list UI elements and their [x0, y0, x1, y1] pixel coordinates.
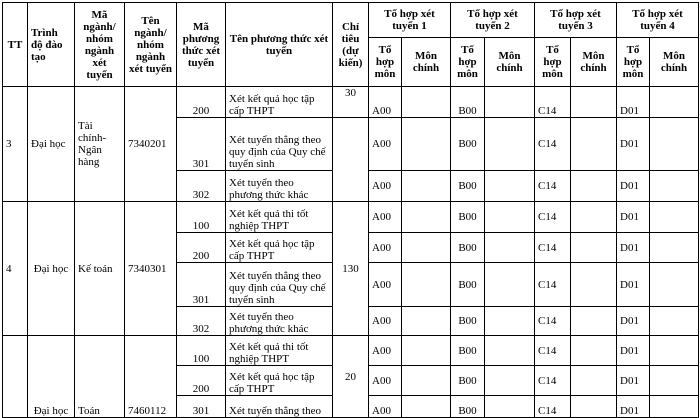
cell-mc2 — [485, 263, 535, 307]
cell-ma-pt: 302 — [177, 307, 226, 336]
cell-th4: D01 — [617, 87, 650, 118]
cell-th4: D01 — [617, 202, 650, 233]
cell-ten-pt: Xét tuyển thẳng theo quy định của Quy chế tuyển sinh — [226, 263, 333, 307]
cell-tt: 3 — [3, 87, 28, 202]
cell-ten-nganh: Kế toán — [75, 202, 125, 336]
cell-th1: A00 — [369, 366, 402, 396]
cell-chi-tieu: 20 — [333, 336, 369, 418]
cell-mc3 — [571, 171, 617, 202]
cell-th1: A00 — [369, 202, 402, 233]
cell-ma-pt: 302 — [177, 171, 226, 202]
cell-ma-pt: 200 — [177, 366, 226, 396]
cell-th4: D01 — [617, 118, 650, 171]
cell-mc3 — [571, 202, 617, 233]
cell-th3: C14 — [535, 263, 571, 307]
cell-trinh-do: Đại học — [28, 202, 75, 336]
cell-ten-pt: Xét kết quả học tập cấp THPT — [226, 87, 333, 118]
cell-th4: D01 — [617, 336, 650, 366]
cell-mc3 — [571, 307, 617, 336]
cell-th4: D01 — [617, 263, 650, 307]
subheader-mon-chinh: Môn chính — [571, 38, 617, 87]
cell-trinh-do: Đại học — [28, 87, 75, 202]
cell-mc1 — [402, 336, 451, 366]
cell-mc4 — [650, 307, 699, 336]
cell-th1: A00 — [369, 171, 402, 202]
cell-ma-nganh: 7340301 — [125, 202, 177, 336]
header-ma-nganh: Mã ngành/ nhóm ngành xét tuyển — [75, 3, 125, 87]
cell-mc1 — [402, 307, 451, 336]
header-tt: TT — [3, 3, 28, 87]
cell-th3: C14 — [535, 233, 571, 263]
cell-ten-nganh: Toán — [75, 336, 125, 418]
header-to-hop-1: Tổ hợp xét tuyển 1 — [369, 3, 451, 38]
header-to-hop-3: Tổ hợp xét tuyển 3 — [535, 3, 617, 38]
cell-th1: A00 — [369, 233, 402, 263]
cell-tt: 4 — [3, 202, 28, 336]
table-row — [3, 202, 699, 233]
cell-ma-pt: 100 — [177, 336, 226, 366]
cell-th4: D01 — [617, 396, 650, 418]
header-trinh-do: Trình độ đào tạo — [28, 3, 75, 87]
cell-th1: A00 — [369, 87, 402, 118]
cell-th2: B00 — [451, 171, 485, 202]
header-ten-nganh: Tên ngành/ nhóm ngành xét tuyển — [125, 3, 177, 87]
cell-mc3 — [571, 233, 617, 263]
cell-ten-nganh: Tài chính-Ngân hàng — [75, 87, 125, 202]
cell-mc4 — [650, 202, 699, 233]
admission-table — [2, 2, 699, 418]
cell-mc1 — [402, 233, 451, 263]
cell-mc1 — [402, 202, 451, 233]
cell-mc1 — [402, 171, 451, 202]
cell-mc1 — [402, 263, 451, 307]
cell-ma-pt: 100 — [177, 202, 226, 233]
cell-th3: C14 — [535, 202, 571, 233]
cell-mc3 — [571, 87, 617, 118]
cell-ma-pt: 301 — [177, 396, 226, 418]
table-row — [3, 87, 699, 118]
cell-ma-pt: 200 — [177, 233, 226, 263]
cell-th3: C14 — [535, 396, 571, 418]
cell-th2: B00 — [451, 202, 485, 233]
cell-th1: A00 — [369, 336, 402, 366]
cell-th2: B00 — [451, 336, 485, 366]
cell-th1: A00 — [369, 118, 402, 171]
cell-mc2 — [485, 118, 535, 171]
cell-th1: A00 — [369, 263, 402, 307]
cell-th1: A00 — [369, 307, 402, 336]
cell-th2: B00 — [451, 233, 485, 263]
cell-mc1 — [402, 396, 451, 418]
table-row — [3, 336, 699, 366]
cell-mc4 — [650, 118, 699, 171]
subheader-mon-chinh: Môn chính — [650, 38, 699, 87]
cell-ten-pt: Xét kết quả thi tốt nghiệp THPT — [226, 336, 333, 366]
cell-th2: B00 — [451, 366, 485, 396]
cell-mc2 — [485, 336, 535, 366]
cell-th3: C14 — [535, 307, 571, 336]
header-ma-phuong-thuc: Mã phương thức xét tuyển — [177, 3, 226, 87]
cell-mc1 — [402, 366, 451, 396]
header-ten-phuong-thuc: Tên phương thức xét tuyển — [226, 3, 333, 87]
cell-ma-nganh: 7460112 — [125, 336, 177, 418]
cell-mc4 — [650, 396, 699, 418]
subheader-mon-chinh: Môn chính — [485, 38, 535, 87]
cell-th2: B00 — [451, 118, 485, 171]
cell-mc3 — [571, 263, 617, 307]
cell-ten-pt: Xét tuyển theo phương thức khác — [226, 307, 333, 336]
cell-th3: C14 — [535, 118, 571, 171]
cell-th4: D01 — [617, 307, 650, 336]
cell-ma-pt: 200 — [177, 87, 226, 118]
cell-mc4 — [650, 233, 699, 263]
subheader-mon-chinh: Môn chính — [402, 38, 451, 87]
cell-th4: D01 — [617, 233, 650, 263]
subheader-to-hop-mon: Tổ hợp môn — [451, 38, 485, 87]
cell-th1: A00 — [369, 396, 402, 418]
cell-th3: C14 — [535, 366, 571, 396]
cell-th2: B00 — [451, 87, 485, 118]
cell-ma-pt: 301 — [177, 263, 226, 307]
cell-tt — [3, 336, 28, 418]
cell-chi-tieu: 130 — [333, 202, 369, 336]
header-to-hop-2: Tổ hợp xét tuyển 2 — [451, 3, 535, 38]
cell-mc2 — [485, 233, 535, 263]
cell-th2: B00 — [451, 307, 485, 336]
subheader-to-hop-mon: Tổ hợp môn — [369, 38, 402, 87]
cell-th3: C14 — [535, 171, 571, 202]
cell-th3: C14 — [535, 87, 571, 118]
cell-mc2 — [485, 87, 535, 118]
cell-mc4 — [650, 336, 699, 366]
cell-ten-pt: Xét tuyển thẳng theo quy định của Quy chế tuyển sinh — [226, 118, 333, 171]
cell-ma-pt: 301 — [177, 118, 226, 171]
cell-mc2 — [485, 396, 535, 418]
cell-mc3 — [571, 118, 617, 171]
cell-mc4 — [650, 366, 699, 396]
cell-ten-pt: Xét kết quả học tập cấp THPT — [226, 366, 333, 396]
cell-mc4 — [650, 87, 699, 118]
cell-chi-tieu: 30 — [333, 87, 369, 118]
header-chi-tieu: Chỉ tiêu (dự kiến) — [333, 3, 369, 87]
cell-mc2 — [485, 366, 535, 396]
cell-ten-pt: Xét tuyển thẳng theo — [226, 396, 333, 418]
cell-th4: D01 — [617, 366, 650, 396]
header-to-hop-4: Tổ hợp xét tuyển 4 — [617, 3, 699, 38]
cell-mc1 — [402, 87, 451, 118]
cell-ten-pt: Xét kết quả học tập cấp THPT — [226, 233, 333, 263]
cell-mc2 — [485, 202, 535, 233]
cell-mc3 — [571, 336, 617, 366]
cell-mc2 — [485, 307, 535, 336]
cell-th3: C14 — [535, 336, 571, 366]
cell-mc1 — [402, 118, 451, 171]
cell-ten-pt: Xét tuyển theo phương thức khác — [226, 171, 333, 202]
cell-mc4 — [650, 263, 699, 307]
subheader-to-hop-mon: Tổ hợp môn — [535, 38, 571, 87]
cell-mc3 — [571, 396, 617, 418]
cell-mc2 — [485, 171, 535, 202]
cell-chi-tieu-empty — [333, 118, 369, 202]
cell-ma-nganh: 7340201 — [125, 87, 177, 202]
cell-th4: D01 — [617, 171, 650, 202]
cell-ten-pt: Xét kết quả thi tốt nghiệp THPT — [226, 202, 333, 233]
subheader-to-hop-mon: Tổ hợp môn — [617, 38, 650, 87]
cell-mc3 — [571, 366, 617, 396]
cell-trinh-do: Đại học — [28, 336, 75, 418]
cell-th2: B00 — [451, 263, 485, 307]
cell-mc4 — [650, 171, 699, 202]
cell-th2: B00 — [451, 396, 485, 418]
